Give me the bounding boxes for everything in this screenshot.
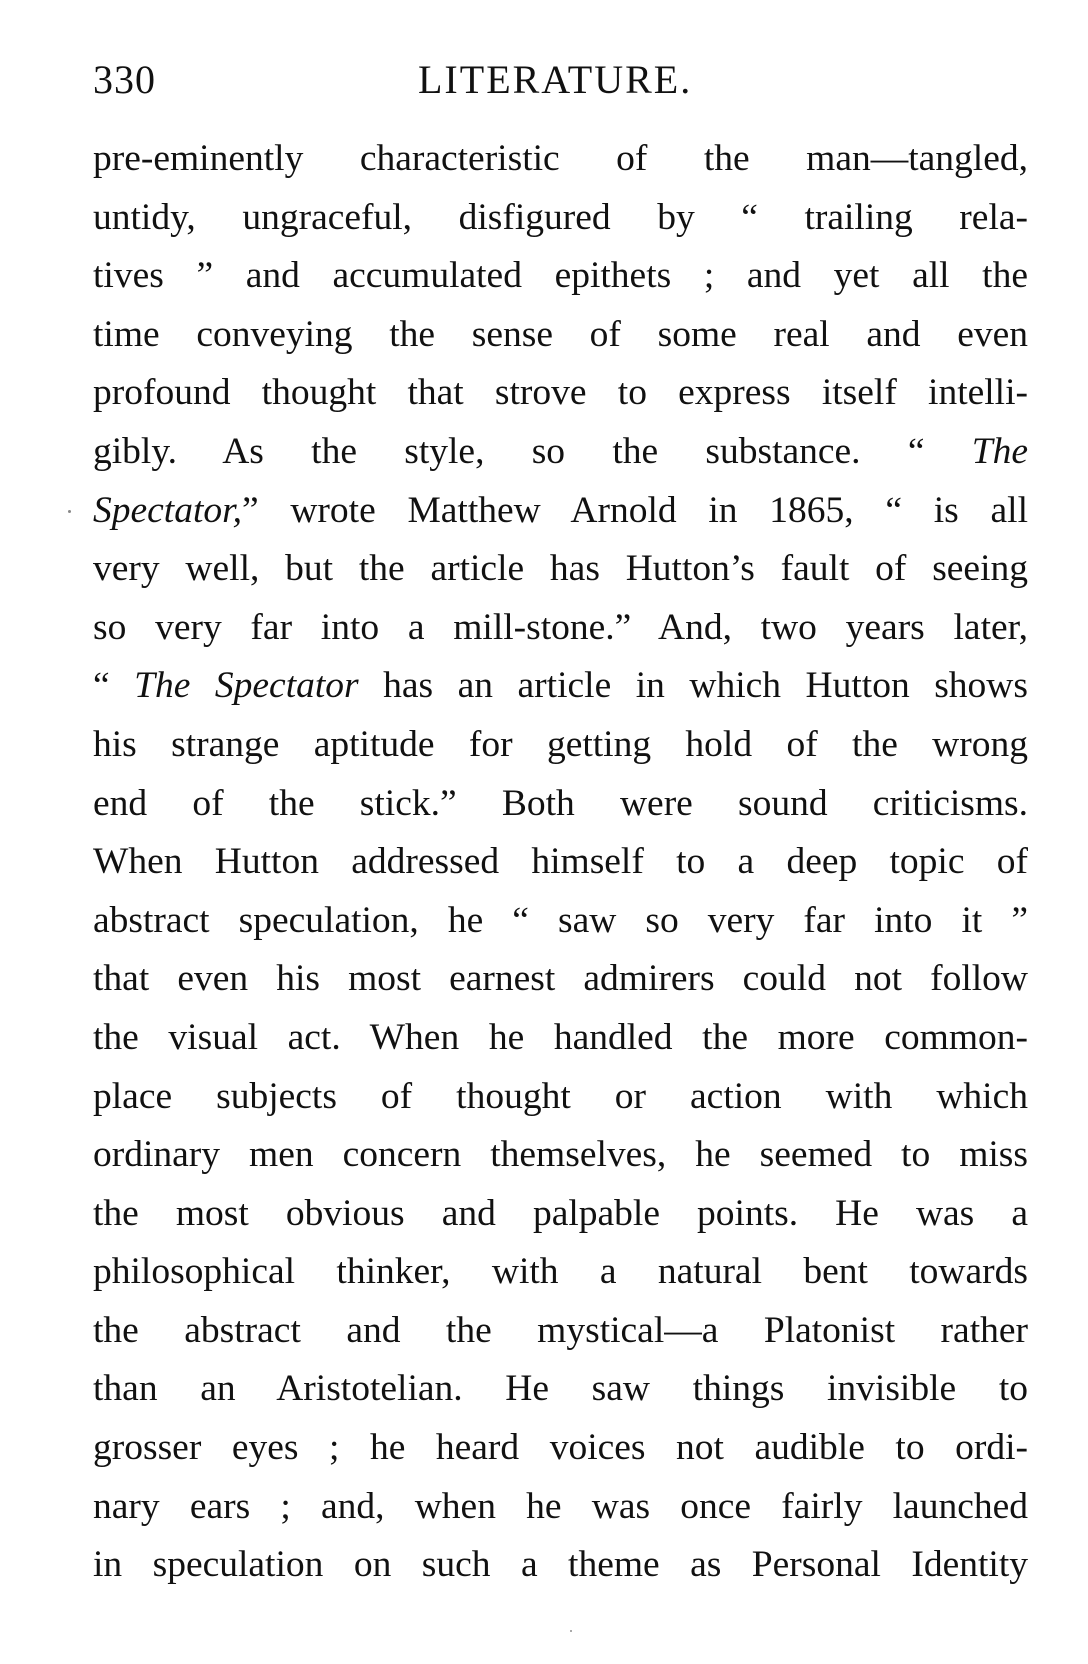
- text-segment: that even his most earnest admirers could not follow: [93, 958, 1028, 1000]
- text-segment: the abstract and the mystical—a Platonist rather: [93, 1309, 1028, 1351]
- text-line: [93, 540, 1028, 599]
- text-segment: his strange aptitude for getting hold of the wrong: [93, 723, 1028, 765]
- text-line: [93, 1302, 1028, 1361]
- text-line: [93, 950, 1028, 1009]
- italic-text: The Spectator: [134, 665, 359, 707]
- text-line: [93, 423, 1028, 482]
- text-line: [93, 1068, 1028, 1127]
- italic-text: The: [971, 430, 1028, 472]
- text-line: [93, 364, 1028, 423]
- text-segment: untidy, ungraceful, disfigured by “ trailing rela-: [93, 196, 1028, 238]
- page-number: 330: [93, 57, 156, 102]
- text-segment: place subjects of thought or action with which: [93, 1075, 1028, 1117]
- text-segment: the most obvious and palpable points. He was a: [93, 1192, 1028, 1234]
- text-line: [93, 247, 1028, 306]
- text-segment: pre-eminently characteristic of the man—tangled,: [93, 138, 1028, 179]
- text-segment: profound thought that strove to express itself intelli-: [93, 372, 1028, 414]
- text-segment: than an Aristotelian. He saw things invisible to: [93, 1368, 1028, 1410]
- text-line: [93, 775, 1028, 834]
- text-line: [93, 1360, 1028, 1419]
- text-segment: grosser eyes ; he heard voices not audible to ordi-: [93, 1427, 1028, 1469]
- text-segment: very well, but the article has Hutton’s fault of seeing: [93, 548, 1028, 590]
- text-line: [93, 599, 1028, 658]
- margin-speck: [68, 510, 71, 513]
- text-segment: When Hutton addressed himself to a deep topic of: [93, 841, 1028, 883]
- bottom-speck: [570, 1630, 572, 1632]
- text-segment: gibly. As the style, so the substance. “: [93, 430, 972, 472]
- text-line: [93, 482, 1028, 541]
- running-head: [93, 50, 1013, 110]
- text-segment: ” wrote Matthew Arnold in 1865, “ is all: [241, 489, 1028, 531]
- text-line: [93, 892, 1028, 951]
- text-line: [93, 130, 1028, 189]
- text-line: [93, 1243, 1028, 1302]
- text-line: [93, 833, 1028, 892]
- text-line: [93, 716, 1028, 775]
- text-line: [93, 1478, 1028, 1537]
- text-segment: “: [93, 665, 135, 707]
- text-segment: end of the stick.” Both were sound criticisms.: [93, 782, 1028, 824]
- text-segment: tives ” and accumulated epithets ; and yet all the: [93, 255, 1028, 297]
- text-line: [93, 1185, 1028, 1244]
- text-line: [93, 1419, 1028, 1478]
- text-line: [93, 1126, 1028, 1185]
- text-segment: ordinary men concern themselves, he seemed to miss: [93, 1134, 1028, 1176]
- text-segment: in speculation on such a theme as Personal Identity: [93, 1544, 1028, 1586]
- text-line: [93, 657, 1028, 716]
- body-paragraph: [93, 130, 1028, 1595]
- text-line: [93, 306, 1028, 365]
- text-segment: time conveying the sense of some real and even: [93, 313, 1028, 355]
- text-segment: has an article in which Hutton shows: [358, 665, 1028, 707]
- text-segment: abstract speculation, he “ saw so very far into it ”: [93, 899, 1028, 941]
- italic-text: Spectator,: [93, 489, 242, 531]
- text-segment: so very far into a mill-stone.” And, two years later,: [93, 606, 1028, 648]
- text-line: [93, 1009, 1028, 1068]
- running-title: LITERATURE.: [418, 57, 693, 102]
- text-segment: nary ears ; and, when he was once fairly launched: [93, 1485, 1028, 1527]
- text-line: [93, 189, 1028, 248]
- text-segment: philosophical thinker, with a natural bent towards: [93, 1251, 1028, 1293]
- text-segment: the visual act. When he handled the more common-: [93, 1016, 1028, 1058]
- text-line: [93, 1536, 1028, 1595]
